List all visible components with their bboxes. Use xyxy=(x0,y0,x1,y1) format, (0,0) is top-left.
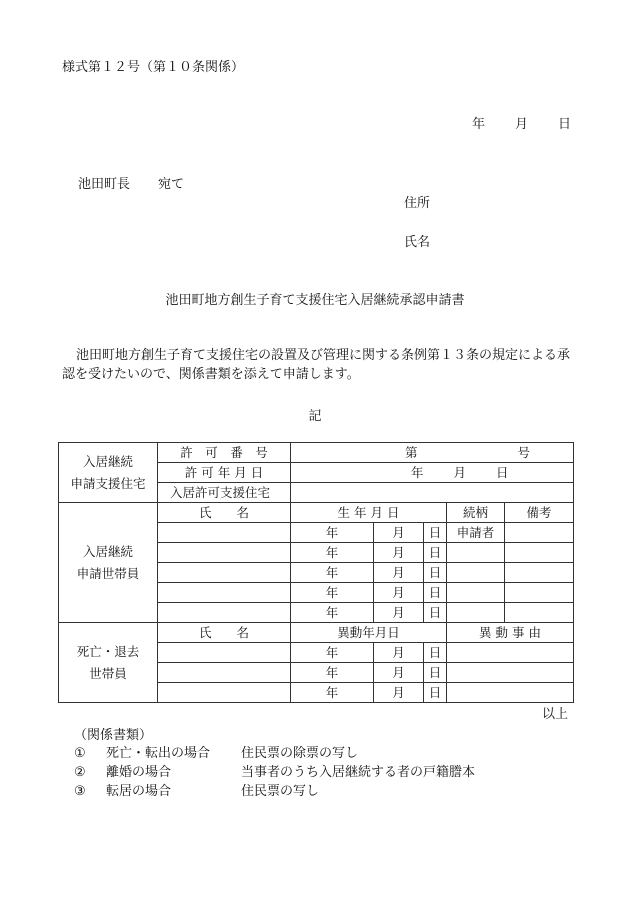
date-line xyxy=(472,113,571,132)
address-label: 住所 xyxy=(404,196,431,211)
birth-year-cell: 年 xyxy=(291,583,374,603)
ki-heading: 記 xyxy=(308,409,322,424)
permitted-house-value[interactable] xyxy=(291,483,574,503)
household-section-label: 入居継続 申請世帯員 xyxy=(59,503,158,623)
change-month-cell: 月 xyxy=(374,643,424,663)
change-day-cell: 日 xyxy=(424,683,447,703)
change-month-cell: 月 xyxy=(374,663,424,683)
related-doc-num: ① xyxy=(74,746,86,761)
permit-date-value[interactable]: 年 月 日 xyxy=(291,463,574,483)
reason-cell[interactable] xyxy=(447,663,574,683)
birth-year-cell: 年 xyxy=(291,563,374,583)
related-doc-item xyxy=(74,761,475,780)
permit-number-label: 許 可 番 号 xyxy=(158,443,291,463)
departed-col-reason: 異 動 事 由 xyxy=(447,623,574,643)
departed-name-cell[interactable] xyxy=(158,683,291,703)
related-doc-item xyxy=(74,742,358,761)
relation-cell: 申請者 xyxy=(447,523,505,543)
birth-day-cell: 日 xyxy=(424,543,447,563)
reason-cell[interactable] xyxy=(447,683,574,703)
household-col-name: 氏 名 xyxy=(158,503,291,523)
table-row xyxy=(59,503,574,523)
birth-year-cell: 年 xyxy=(291,523,374,543)
form-number: 様式第１２号（第１０条関係） xyxy=(62,60,245,75)
related-docs-heading: （関係書類） xyxy=(74,728,153,743)
related-doc-doc: 住民票の写し xyxy=(241,784,320,799)
departed-col-name: 氏 名 xyxy=(158,623,291,643)
table-row xyxy=(59,443,574,463)
birth-month-cell: 月 xyxy=(374,523,424,543)
change-day-cell: 日 xyxy=(424,643,447,663)
household-col-birth: 生 年 月 日 xyxy=(291,503,447,523)
related-doc-case: 死亡・転出の場合 xyxy=(106,746,211,761)
related-doc-num: ② xyxy=(74,765,86,780)
end-mark: 以上 xyxy=(542,707,569,722)
change-year-cell: 年 xyxy=(291,663,374,683)
relation-cell[interactable] xyxy=(447,583,505,603)
household-name-cell[interactable] xyxy=(158,523,291,543)
table-row xyxy=(59,623,574,643)
housing-section-label: 入居継続 申請支援住宅 xyxy=(59,443,158,503)
date-year: 年 xyxy=(472,117,486,132)
birth-month-cell: 月 xyxy=(374,563,424,583)
relation-cell[interactable] xyxy=(447,563,505,583)
relation-cell[interactable] xyxy=(447,543,505,563)
departed-name-cell[interactable] xyxy=(158,643,291,663)
related-doc-doc: 住民票の除票の写し xyxy=(241,746,359,761)
reason-cell[interactable] xyxy=(447,643,574,663)
change-month-cell: 月 xyxy=(374,683,424,703)
relation-cell[interactable] xyxy=(447,603,505,623)
body-text: 池田町地方創生子育て支援住宅の設置及び管理に関する条例第１３条の規定による承認を受けたいので、関係書類を添えて申請します。 xyxy=(62,348,571,382)
document-title: 池田町地方創生子育て支援住宅入居継続承認申請書 xyxy=(165,293,465,308)
permit-number-value[interactable]: 第 号 xyxy=(291,443,574,463)
remarks-cell[interactable] xyxy=(505,563,574,583)
birth-day-cell: 日 xyxy=(424,563,447,583)
application-table xyxy=(58,442,574,703)
household-name-cell[interactable] xyxy=(158,583,291,603)
remarks-cell[interactable] xyxy=(505,543,574,563)
permitted-house-label: 入居許可支援住宅 xyxy=(158,483,291,503)
remarks-cell[interactable] xyxy=(505,603,574,623)
related-doc-num: ③ xyxy=(74,784,86,799)
household-name-cell[interactable] xyxy=(158,563,291,583)
birth-year-cell: 年 xyxy=(291,543,374,563)
related-doc-item xyxy=(74,780,319,799)
birth-month-cell: 月 xyxy=(374,543,424,563)
birth-month-cell: 月 xyxy=(374,583,424,603)
change-day-cell: 日 xyxy=(424,663,447,683)
household-name-cell[interactable] xyxy=(158,603,291,623)
remarks-cell[interactable] xyxy=(505,583,574,603)
birth-month-cell: 月 xyxy=(374,603,424,623)
addressee-suffix: 宛て xyxy=(158,177,185,192)
household-col-remarks: 備考 xyxy=(505,503,574,523)
birth-day-cell: 日 xyxy=(424,603,447,623)
permit-date-label: 許 可 年 月 日 xyxy=(158,463,291,483)
related-doc-doc: 当事者のうち入居継続する者の戸籍謄本 xyxy=(241,765,476,780)
departed-section-label: 死亡・退去 世帯員 xyxy=(59,623,158,703)
remarks-cell[interactable] xyxy=(505,523,574,543)
departed-col-change-date: 異動年月日 xyxy=(291,623,447,643)
addressee xyxy=(78,173,184,192)
related-doc-case: 転居の場合 xyxy=(106,784,172,799)
related-doc-case: 離婚の場合 xyxy=(106,765,172,780)
date-day: 日 xyxy=(558,117,572,132)
name-label: 氏名 xyxy=(404,235,431,250)
household-col-relation: 続柄 xyxy=(447,503,505,523)
household-name-cell[interactable] xyxy=(158,543,291,563)
addressee-name: 池田町長 xyxy=(78,177,131,192)
birth-day-cell: 日 xyxy=(424,583,447,603)
date-month: 月 xyxy=(515,117,529,132)
change-year-cell: 年 xyxy=(291,643,374,663)
birth-year-cell: 年 xyxy=(291,603,374,623)
change-year-cell: 年 xyxy=(291,683,374,703)
birth-day-cell: 日 xyxy=(424,523,447,543)
departed-name-cell[interactable] xyxy=(158,663,291,683)
